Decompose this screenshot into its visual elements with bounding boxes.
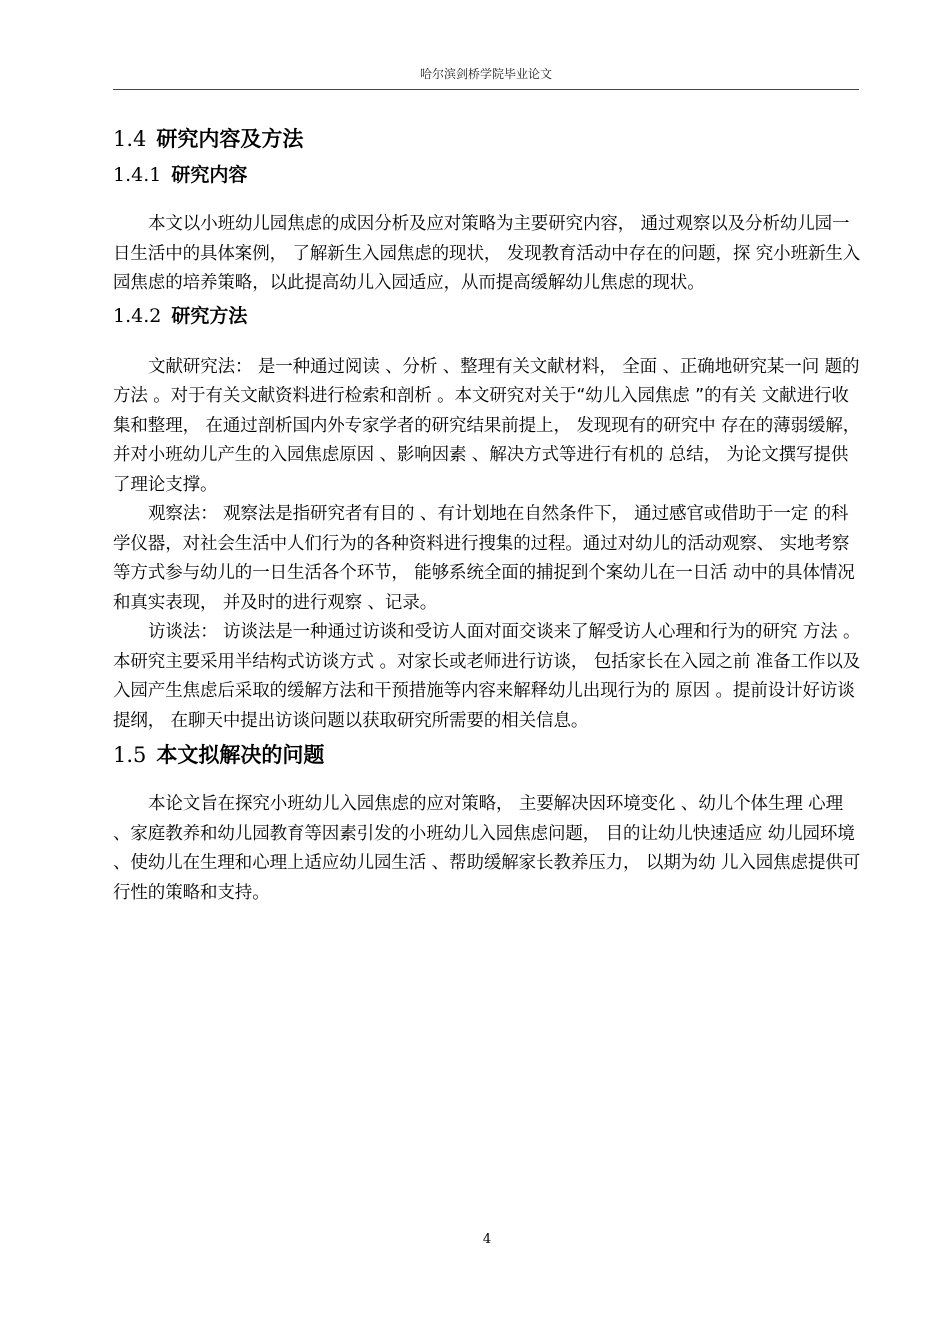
observation-method-paragraph: 观察法： 观察法是指研究者有目的 、有计划地在自然条件下， 通过感官或借助于一定 的科学仪器，对社会生活中人们行为的各种资料进行搜集的过程。通过对幼儿的活动观察、 实地考察等方式参与幼儿的一日生活各个环节， 能够系统全面的捕捉到个案幼儿在一日活 动中的具体情况和真实表现， 并及时的进行观察 、记录。 [113,504,855,613]
header-rule [113,89,859,90]
section-number: 1.4 [113,127,147,151]
section-number: 1.4.1 [113,164,162,186]
literature-method-paragraph: 文献研究法： 是一种通过阅读 、分析 、整理有关文献材料， 全面 、正确地研究某一问 题的方法 。对于有关文献资料进行检索和剖析 。本文研究对关于“幼儿入园焦虑 ”的有关 文献进行收集和整理， 在通过剖析国内外专家学者的研究结果前提上， 发现现有的研究中 存在的薄弱缓解， 并对小班幼儿产生的入园焦虑原因 、影响因素 、解决方式等进行有机的 总结， 为论文撰写提供了理论支撑。 [113,356,861,495]
research-content-paragraph: 本文以小班幼儿园焦虑的成因分析及应对策略为主要研究内容， 通过观察以及分析幼儿园一日生活中的具体案例， 了解新生入园焦虑的现状， 发现教育活动中存在的问题，探 究小班新生入园焦虑的培养策略，以此提高幼儿入园适应，从而提高缓解幼儿焦虑的现状。 [113,214,861,293]
section-number: 1.5 [113,743,147,767]
section-title: 研究方法 [171,304,248,327]
section-number: 1.4.2 [113,304,162,327]
page-body [113,122,863,908]
section-title: 研究内容 [171,164,248,186]
section-heading-1-4-2 [113,301,863,331]
section-heading-1-5 [113,738,863,772]
interview-method-paragraph: 访谈法： 访谈法是一种通过访谈和受访人面对面交谈来了解受访人心理和行为的研究 方法 。本研究主要采用半结构式访谈方式 。对家长或老师进行访谈， 包括家长在入园之前 准备工作以及入园产生焦虑后采取的缓解方法和干预措施等内容来解释幼儿出现行为的 原因 。提前设计好访谈提纲， 在聊天中提出访谈问题以获取研究所需要的相关信息。 [113,622,861,731]
page-number: 4 [482,1232,492,1247]
section-heading-1-4 [113,122,863,156]
section-heading-1-4-1 [113,160,863,190]
problems-paragraph: 本论文旨在探究小班幼儿入园焦虑的应对策略， 主要解决因环境变化 、幼儿个体生理 心理 、家庭教养和幼儿园教育等因素引发的小班幼儿入园焦虑问题， 目的让幼儿快速适应 幼儿园环境 、使幼儿在生理和心理上适应幼儿园生活 、帮助缓解家长教养压力， 以期为幼 儿入园焦虑提供可行性的策略和支持。 [113,794,861,903]
section-title: 本文拟解决的问题 [156,743,325,767]
running-header: 哈尔滨剑桥学院毕业论文 [419,67,552,81]
section-title: 研究内容及方法 [156,127,304,151]
